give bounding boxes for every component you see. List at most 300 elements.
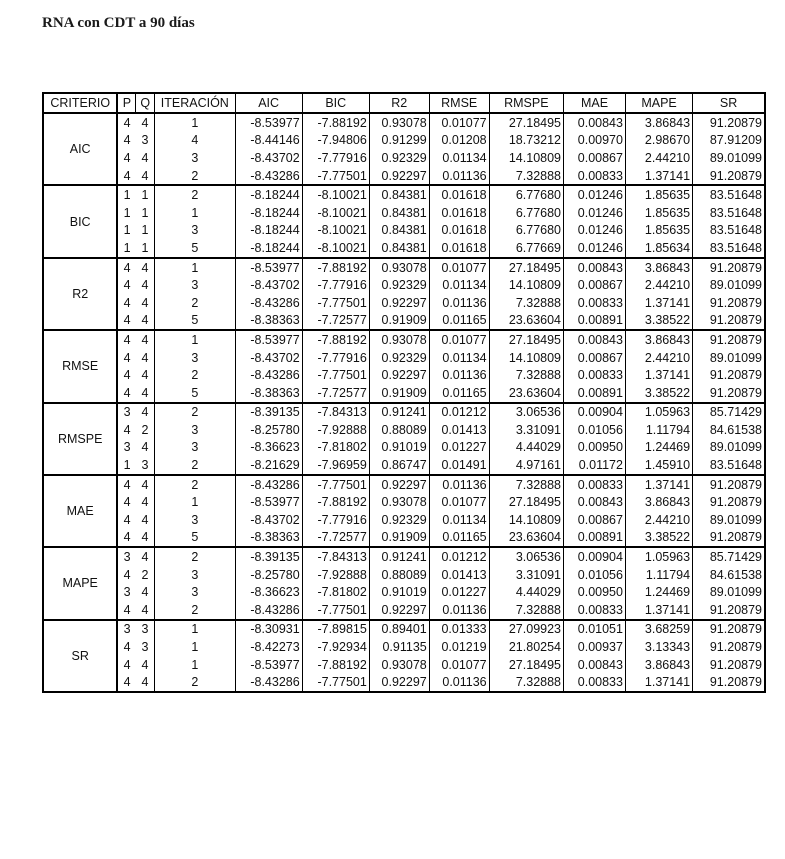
value-cell: 0.00867 bbox=[564, 349, 626, 367]
value-cell: 14.10809 bbox=[489, 149, 563, 167]
criterion-cell: R2 bbox=[43, 258, 117, 330]
value-cell: -7.77916 bbox=[302, 349, 369, 367]
value-cell: -8.43286 bbox=[235, 294, 302, 312]
iteration-cell: 2 bbox=[155, 456, 236, 475]
value-cell: 91.20879 bbox=[693, 330, 765, 349]
value-cell: -7.81802 bbox=[302, 583, 369, 601]
value-cell: -8.43702 bbox=[235, 349, 302, 367]
value-cell: -7.77501 bbox=[302, 366, 369, 384]
value-cell: 0.00867 bbox=[564, 511, 626, 529]
value-cell: 0.91241 bbox=[369, 403, 429, 422]
value-cell: -7.88192 bbox=[302, 258, 369, 277]
column-header-q: Q bbox=[136, 93, 155, 113]
value-cell: 0.01077 bbox=[429, 258, 489, 277]
value-cell: 3.68259 bbox=[625, 620, 692, 639]
iteration-cell: 2 bbox=[155, 403, 236, 422]
value-cell: -8.53977 bbox=[235, 330, 302, 349]
value-cell: 0.01618 bbox=[429, 239, 489, 258]
value-cell: 3.86843 bbox=[625, 656, 692, 674]
value-cell: 85.71429 bbox=[693, 547, 765, 566]
q-cell: 4 bbox=[141, 512, 149, 527]
value-cell: 0.01618 bbox=[429, 185, 489, 204]
criterion-cell: MAE bbox=[43, 475, 117, 547]
q-cell: 4 bbox=[141, 530, 149, 545]
value-cell: -8.39135 bbox=[235, 547, 302, 566]
value-cell: 1.11794 bbox=[625, 566, 692, 584]
p-cell: 4 bbox=[123, 657, 131, 672]
q-cell: 1 bbox=[136, 185, 155, 204]
iteration-cell: 1 bbox=[155, 493, 236, 511]
value-cell: 89.01099 bbox=[693, 149, 765, 167]
value-cell: 14.10809 bbox=[489, 276, 563, 294]
value-cell: 0.01136 bbox=[429, 167, 489, 186]
value-cell: 0.91241 bbox=[369, 547, 429, 566]
column-header-mae: MAE bbox=[564, 93, 626, 113]
table-row bbox=[43, 439, 765, 457]
value-cell: -8.10021 bbox=[302, 222, 369, 240]
value-cell: 7.32888 bbox=[489, 167, 563, 186]
table-row bbox=[43, 421, 765, 439]
value-cell: -7.72577 bbox=[302, 529, 369, 548]
iteration-cell: 2 bbox=[155, 601, 236, 620]
value-cell: 1.45910 bbox=[625, 456, 692, 475]
value-cell: -8.36623 bbox=[235, 439, 302, 457]
iteration-cell: 2 bbox=[155, 475, 236, 494]
value-cell: 0.84381 bbox=[369, 204, 429, 222]
value-cell: 1.85635 bbox=[625, 222, 692, 240]
value-cell: 0.01212 bbox=[429, 403, 489, 422]
value-cell: 7.32888 bbox=[489, 673, 563, 692]
p-cell: 3 bbox=[117, 620, 136, 639]
value-cell: 3.86843 bbox=[625, 113, 692, 132]
value-cell: -8.10021 bbox=[302, 204, 369, 222]
criterion-cell: AIC bbox=[43, 113, 117, 185]
table-row bbox=[43, 583, 765, 601]
column-header-criterio: CRITERIO bbox=[43, 93, 117, 113]
q-cell: 4 bbox=[136, 113, 155, 132]
p-cell: 4 bbox=[123, 278, 131, 293]
value-cell: 0.86747 bbox=[369, 456, 429, 475]
value-cell: 0.01227 bbox=[429, 583, 489, 601]
value-cell: 0.93078 bbox=[369, 113, 429, 132]
value-cell: 0.92297 bbox=[369, 366, 429, 384]
value-cell: -8.43286 bbox=[235, 601, 302, 620]
value-cell: 91.20879 bbox=[693, 167, 765, 186]
value-cell: 0.01136 bbox=[429, 673, 489, 692]
table-row bbox=[43, 403, 765, 422]
value-cell: -8.25780 bbox=[235, 421, 302, 439]
value-cell: 0.00867 bbox=[564, 276, 626, 294]
p-cell: 1 bbox=[123, 240, 131, 255]
value-cell: -7.72577 bbox=[302, 312, 369, 331]
value-cell: 14.10809 bbox=[489, 349, 563, 367]
table-row bbox=[43, 547, 765, 566]
value-cell: 23.63604 bbox=[489, 384, 563, 403]
p-cell: 4 bbox=[123, 133, 131, 148]
column-header-rmspe: RMSPE bbox=[489, 93, 563, 113]
iteration-cell: 3 bbox=[155, 511, 236, 529]
value-cell: -7.84313 bbox=[302, 403, 369, 422]
value-cell: 89.01099 bbox=[693, 511, 765, 529]
value-cell: -7.81802 bbox=[302, 439, 369, 457]
value-cell: 27.18495 bbox=[489, 656, 563, 674]
table-row bbox=[43, 167, 765, 186]
table-row bbox=[43, 673, 765, 692]
value-cell: -7.88192 bbox=[302, 113, 369, 132]
value-cell: 0.00843 bbox=[564, 493, 626, 511]
criterion-cell: SR bbox=[43, 620, 117, 692]
value-cell: -8.21629 bbox=[235, 456, 302, 475]
value-cell: 2.98670 bbox=[625, 132, 692, 150]
iteration-cell: 2 bbox=[155, 294, 236, 312]
iteration-cell: 3 bbox=[155, 222, 236, 240]
p-cell: 4 bbox=[123, 567, 131, 582]
value-cell: 0.01134 bbox=[429, 349, 489, 367]
p-cell: 4 bbox=[117, 113, 136, 132]
value-cell: -7.88192 bbox=[302, 656, 369, 674]
p-cell: 4 bbox=[123, 368, 131, 383]
value-cell: 0.84381 bbox=[369, 185, 429, 204]
iteration-cell: 5 bbox=[155, 384, 236, 403]
value-cell: 0.91909 bbox=[369, 529, 429, 548]
value-cell: -7.92934 bbox=[302, 638, 369, 656]
value-cell: -8.53977 bbox=[235, 656, 302, 674]
value-cell: 0.00867 bbox=[564, 149, 626, 167]
q-cell: 3 bbox=[136, 620, 155, 639]
value-cell: -8.30931 bbox=[235, 620, 302, 639]
value-cell: 0.01077 bbox=[429, 656, 489, 674]
value-cell: 3.06536 bbox=[489, 547, 563, 566]
value-cell: -8.25780 bbox=[235, 566, 302, 584]
value-cell: 0.00833 bbox=[564, 601, 626, 620]
table-row bbox=[43, 620, 765, 639]
iteration-cell: 3 bbox=[155, 276, 236, 294]
p-cell: 4 bbox=[123, 313, 131, 328]
value-cell: 91.20879 bbox=[693, 529, 765, 548]
value-cell: 91.20879 bbox=[693, 638, 765, 656]
p-cell: 1 bbox=[117, 185, 136, 204]
table-row bbox=[43, 330, 765, 349]
q-cell: 4 bbox=[141, 313, 149, 328]
iteration-cell: 5 bbox=[155, 529, 236, 548]
value-cell: 0.00970 bbox=[564, 132, 626, 150]
value-cell: 0.01246 bbox=[564, 204, 626, 222]
value-cell: 0.01056 bbox=[564, 566, 626, 584]
value-cell: 91.20879 bbox=[693, 294, 765, 312]
value-cell: 91.20879 bbox=[693, 656, 765, 674]
value-cell: -8.18244 bbox=[235, 185, 302, 204]
value-cell: -7.77916 bbox=[302, 511, 369, 529]
value-cell: -7.88192 bbox=[302, 330, 369, 349]
value-cell: 87.91209 bbox=[693, 132, 765, 150]
value-cell: 1.24469 bbox=[625, 583, 692, 601]
value-cell: -8.43702 bbox=[235, 276, 302, 294]
iteration-cell: 3 bbox=[155, 439, 236, 457]
value-cell: 3.31091 bbox=[489, 421, 563, 439]
value-cell: -8.53977 bbox=[235, 493, 302, 511]
value-cell: 83.51648 bbox=[693, 222, 765, 240]
column-header-mape: MAPE bbox=[625, 93, 692, 113]
value-cell: 23.63604 bbox=[489, 312, 563, 331]
value-cell: 0.00937 bbox=[564, 638, 626, 656]
value-cell: 0.91909 bbox=[369, 384, 429, 403]
table-row bbox=[43, 475, 765, 494]
value-cell: 27.18495 bbox=[489, 330, 563, 349]
table-row bbox=[43, 312, 765, 331]
value-cell: 89.01099 bbox=[693, 583, 765, 601]
value-cell: 4.44029 bbox=[489, 439, 563, 457]
q-cell: 4 bbox=[141, 168, 149, 183]
p-cell: 1 bbox=[123, 458, 131, 473]
value-cell: 0.00833 bbox=[564, 294, 626, 312]
value-cell: 91.20879 bbox=[693, 366, 765, 384]
value-cell: 0.91019 bbox=[369, 583, 429, 601]
iteration-cell: 5 bbox=[155, 239, 236, 258]
value-cell: 0.01172 bbox=[564, 456, 626, 475]
value-cell: 0.92297 bbox=[369, 601, 429, 620]
table-row bbox=[43, 222, 765, 240]
criterion-cell: RMSPE bbox=[43, 403, 117, 475]
value-cell: 6.77680 bbox=[489, 204, 563, 222]
column-header-aic: AIC bbox=[235, 93, 302, 113]
value-cell: 0.93078 bbox=[369, 330, 429, 349]
value-cell: 0.01212 bbox=[429, 547, 489, 566]
iteration-cell: 2 bbox=[155, 167, 236, 186]
value-cell: 0.01056 bbox=[564, 421, 626, 439]
p-cell: 4 bbox=[123, 168, 131, 183]
value-cell: 0.00833 bbox=[564, 673, 626, 692]
value-cell: 0.00904 bbox=[564, 403, 626, 422]
value-cell: 0.01136 bbox=[429, 366, 489, 384]
value-cell: 3.86843 bbox=[625, 493, 692, 511]
value-cell: 0.01134 bbox=[429, 511, 489, 529]
value-cell: 1.37141 bbox=[625, 167, 692, 186]
p-cell: 4 bbox=[123, 512, 131, 527]
q-cell: 1 bbox=[141, 240, 149, 255]
value-cell: 2.44210 bbox=[625, 149, 692, 167]
value-cell: 3.86843 bbox=[625, 330, 692, 349]
value-cell: -7.77916 bbox=[302, 276, 369, 294]
q-cell: 3 bbox=[141, 133, 149, 148]
q-cell: 1 bbox=[141, 205, 149, 220]
p-cell: 4 bbox=[123, 422, 131, 437]
value-cell: 0.01136 bbox=[429, 475, 489, 494]
value-cell: -7.88192 bbox=[302, 493, 369, 511]
p-cell: 4 bbox=[117, 475, 136, 494]
value-cell: -8.38363 bbox=[235, 384, 302, 403]
value-cell: 7.32888 bbox=[489, 294, 563, 312]
value-cell: 0.01413 bbox=[429, 421, 489, 439]
q-cell: 4 bbox=[136, 547, 155, 566]
value-cell: 89.01099 bbox=[693, 439, 765, 457]
value-cell: 0.01618 bbox=[429, 222, 489, 240]
value-cell: -7.96959 bbox=[302, 456, 369, 475]
value-cell: 84.61538 bbox=[693, 566, 765, 584]
header-row bbox=[43, 93, 765, 113]
table-row bbox=[43, 384, 765, 403]
value-cell: -8.43286 bbox=[235, 475, 302, 494]
value-cell: 3.38522 bbox=[625, 312, 692, 331]
iteration-cell: 1 bbox=[155, 204, 236, 222]
column-header-p: P bbox=[117, 93, 136, 113]
value-cell: 83.51648 bbox=[693, 185, 765, 204]
value-cell: 91.20879 bbox=[693, 384, 765, 403]
value-cell: -8.36623 bbox=[235, 583, 302, 601]
value-cell: 0.89401 bbox=[369, 620, 429, 639]
value-cell: 3.38522 bbox=[625, 384, 692, 403]
table-row bbox=[43, 204, 765, 222]
value-cell: 0.91909 bbox=[369, 312, 429, 331]
value-cell: -7.84313 bbox=[302, 547, 369, 566]
p-cell: 4 bbox=[123, 150, 131, 165]
p-cell: 4 bbox=[123, 495, 131, 510]
value-cell: 0.01413 bbox=[429, 566, 489, 584]
value-cell: 7.32888 bbox=[489, 475, 563, 494]
value-cell: 0.00843 bbox=[564, 330, 626, 349]
criterion-cell: RMSE bbox=[43, 330, 117, 402]
value-cell: 91.20879 bbox=[693, 673, 765, 692]
value-cell: -7.89815 bbox=[302, 620, 369, 639]
value-cell: 0.00843 bbox=[564, 656, 626, 674]
value-cell: 6.77680 bbox=[489, 222, 563, 240]
value-cell: 0.01165 bbox=[429, 529, 489, 548]
iteration-cell: 3 bbox=[155, 149, 236, 167]
iteration-cell: 1 bbox=[155, 656, 236, 674]
value-cell: 0.92329 bbox=[369, 511, 429, 529]
p-cell: 4 bbox=[123, 530, 131, 545]
q-cell: 4 bbox=[141, 440, 149, 455]
column-header-rmse: RMSE bbox=[429, 93, 489, 113]
value-cell: 6.77669 bbox=[489, 239, 563, 258]
q-cell: 1 bbox=[141, 223, 149, 238]
table-row bbox=[43, 656, 765, 674]
iteration-cell: 3 bbox=[155, 421, 236, 439]
value-cell: 0.92297 bbox=[369, 475, 429, 494]
value-cell: 0.01134 bbox=[429, 149, 489, 167]
iteration-cell: 1 bbox=[155, 620, 236, 639]
table-row bbox=[43, 239, 765, 258]
value-cell: 0.93078 bbox=[369, 258, 429, 277]
table-row bbox=[43, 149, 765, 167]
value-cell: -7.72577 bbox=[302, 384, 369, 403]
q-cell: 4 bbox=[136, 330, 155, 349]
value-cell: 0.84381 bbox=[369, 239, 429, 258]
table-row bbox=[43, 294, 765, 312]
value-cell: -8.43286 bbox=[235, 366, 302, 384]
p-cell: 4 bbox=[117, 330, 136, 349]
table-row bbox=[43, 185, 765, 204]
iteration-cell: 2 bbox=[155, 673, 236, 692]
iteration-cell: 3 bbox=[155, 566, 236, 584]
value-cell: 0.00950 bbox=[564, 583, 626, 601]
q-cell: 4 bbox=[141, 602, 149, 617]
p-cell: 3 bbox=[117, 403, 136, 422]
value-cell: 0.88089 bbox=[369, 566, 429, 584]
iteration-cell: 2 bbox=[155, 366, 236, 384]
iteration-cell: 2 bbox=[155, 185, 236, 204]
value-cell: -7.77501 bbox=[302, 294, 369, 312]
p-cell: 4 bbox=[123, 602, 131, 617]
value-cell: 0.92329 bbox=[369, 349, 429, 367]
value-cell: 89.01099 bbox=[693, 349, 765, 367]
value-cell: 14.10809 bbox=[489, 511, 563, 529]
value-cell: -7.94806 bbox=[302, 132, 369, 150]
criterion-cell: MAPE bbox=[43, 547, 117, 619]
value-cell: -8.38363 bbox=[235, 312, 302, 331]
value-cell: -7.92888 bbox=[302, 421, 369, 439]
iteration-cell: 1 bbox=[155, 113, 236, 132]
value-cell: 2.44210 bbox=[625, 349, 692, 367]
value-cell: 0.01208 bbox=[429, 132, 489, 150]
criterion-cell: BIC bbox=[43, 185, 117, 257]
value-cell: 2.44210 bbox=[625, 511, 692, 529]
table-row bbox=[43, 511, 765, 529]
iteration-cell: 3 bbox=[155, 583, 236, 601]
value-cell: 23.63604 bbox=[489, 529, 563, 548]
column-header-iteraci-n: ITERACIÓN bbox=[155, 93, 236, 113]
value-cell: 0.91135 bbox=[369, 638, 429, 656]
p-cell: 1 bbox=[123, 205, 131, 220]
column-header-sr: SR bbox=[693, 93, 765, 113]
table-row bbox=[43, 366, 765, 384]
value-cell: -8.43702 bbox=[235, 149, 302, 167]
value-cell: -8.18244 bbox=[235, 204, 302, 222]
value-cell: 1.85634 bbox=[625, 239, 692, 258]
value-cell: 0.01246 bbox=[564, 185, 626, 204]
value-cell: 0.93078 bbox=[369, 656, 429, 674]
value-cell: -8.38363 bbox=[235, 529, 302, 548]
value-cell: 83.51648 bbox=[693, 456, 765, 475]
q-cell: 2 bbox=[141, 422, 149, 437]
value-cell: 0.01077 bbox=[429, 330, 489, 349]
q-cell: 4 bbox=[141, 385, 149, 400]
value-cell: 0.01165 bbox=[429, 312, 489, 331]
value-cell: 2.44210 bbox=[625, 276, 692, 294]
value-cell: 0.01136 bbox=[429, 601, 489, 620]
value-cell: 0.00843 bbox=[564, 113, 626, 132]
value-cell: 84.61538 bbox=[693, 421, 765, 439]
value-cell: 1.37141 bbox=[625, 475, 692, 494]
p-cell: 3 bbox=[123, 585, 131, 600]
value-cell: -8.18244 bbox=[235, 239, 302, 258]
value-cell: -7.77501 bbox=[302, 167, 369, 186]
value-cell: 1.05963 bbox=[625, 403, 692, 422]
value-cell: 18.73212 bbox=[489, 132, 563, 150]
q-cell: 2 bbox=[141, 567, 149, 582]
value-cell: -8.18244 bbox=[235, 222, 302, 240]
table-row bbox=[43, 113, 765, 132]
iteration-cell: 4 bbox=[155, 132, 236, 150]
value-cell: -8.44146 bbox=[235, 132, 302, 150]
value-cell: 3.86843 bbox=[625, 258, 692, 277]
p-cell: 4 bbox=[123, 350, 131, 365]
value-cell: -8.39135 bbox=[235, 403, 302, 422]
q-cell: 4 bbox=[136, 403, 155, 422]
q-cell: 4 bbox=[141, 495, 149, 510]
value-cell: 0.01246 bbox=[564, 222, 626, 240]
value-cell: -8.10021 bbox=[302, 185, 369, 204]
value-cell: 83.51648 bbox=[693, 204, 765, 222]
value-cell: 1.05963 bbox=[625, 547, 692, 566]
value-cell: 0.00950 bbox=[564, 439, 626, 457]
value-cell: 1.11794 bbox=[625, 421, 692, 439]
table-row bbox=[43, 276, 765, 294]
value-cell: 89.01099 bbox=[693, 276, 765, 294]
p-cell: 4 bbox=[123, 675, 131, 690]
value-cell: 21.80254 bbox=[489, 638, 563, 656]
p-cell: 4 bbox=[123, 295, 131, 310]
value-cell: 0.01165 bbox=[429, 384, 489, 403]
